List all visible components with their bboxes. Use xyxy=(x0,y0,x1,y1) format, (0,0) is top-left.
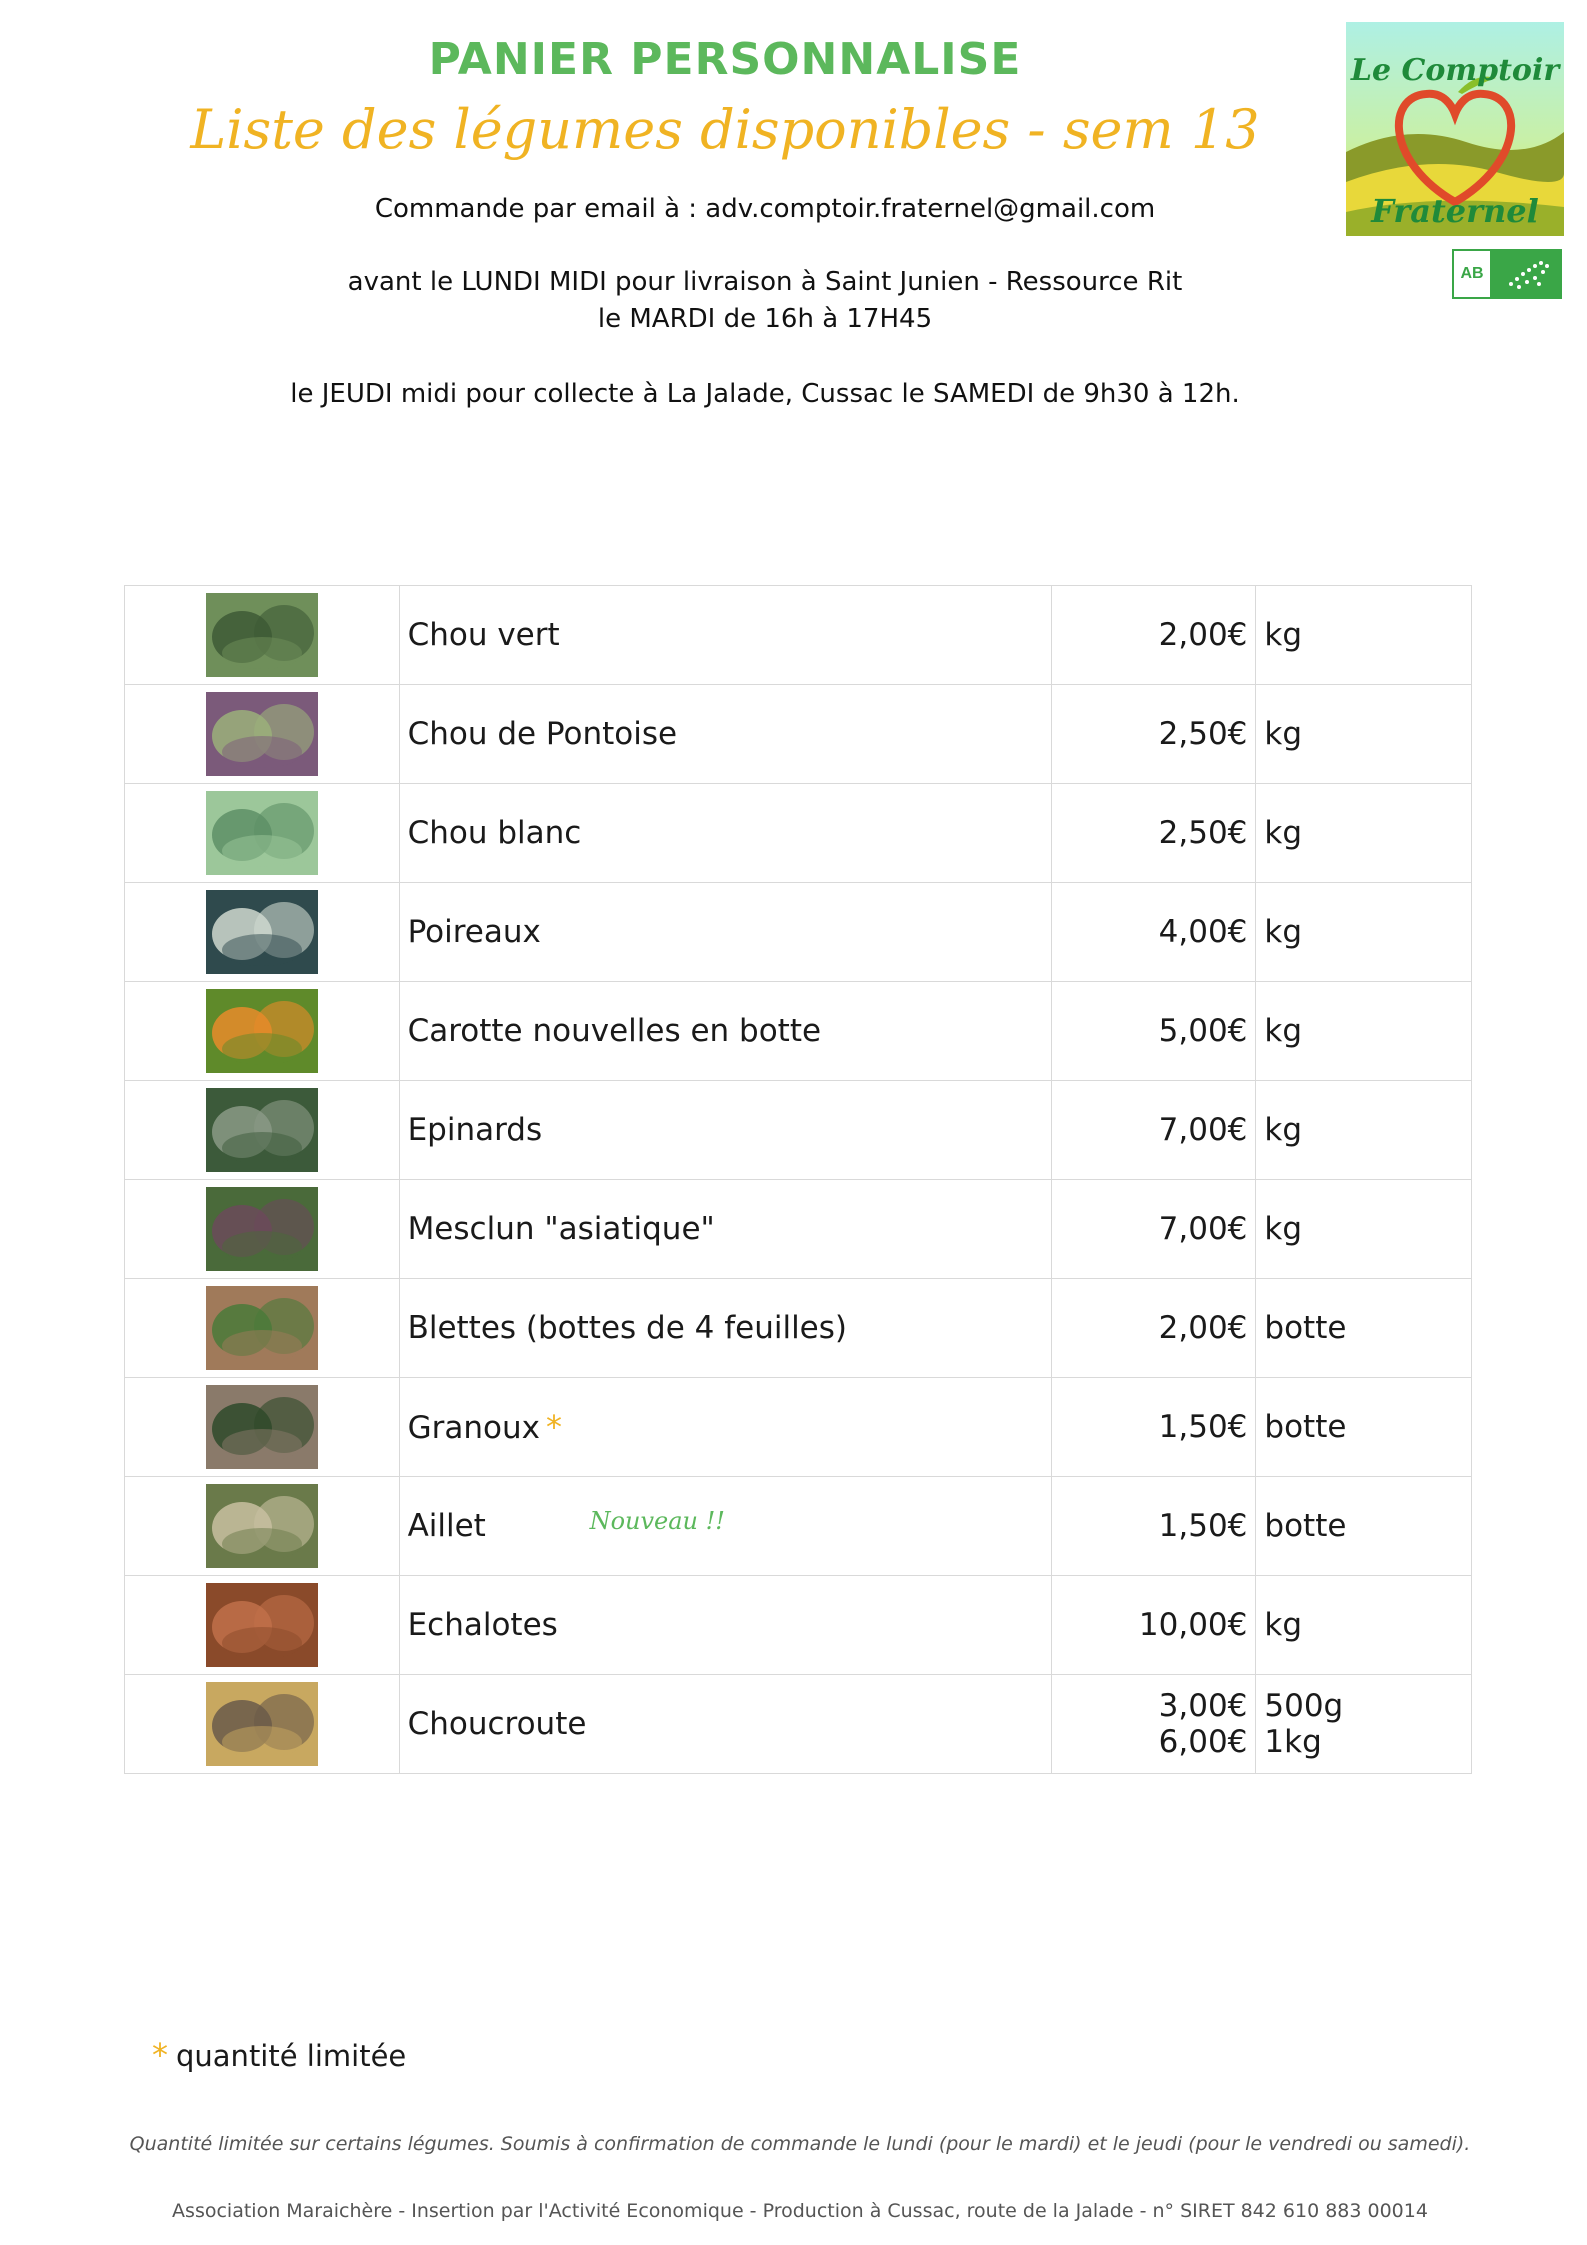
product-price-2: 6,00€ xyxy=(1158,1724,1248,1760)
product-name: Aillet xyxy=(407,1508,486,1544)
garlic-photo xyxy=(206,1484,318,1568)
product-name-cell xyxy=(399,1081,1051,1180)
product-photo-cell xyxy=(125,1477,400,1576)
table-row xyxy=(125,784,1472,883)
product-photo-cell xyxy=(125,685,400,784)
product-photo-cell xyxy=(125,1180,400,1279)
order-email-line: Commande par email à : adv.comptoir.fraternel@gmail.com xyxy=(374,194,1156,224)
product-unit-2: 1kg xyxy=(1264,1724,1322,1760)
product-price-cell xyxy=(1051,1576,1256,1675)
carrot-photo xyxy=(206,989,318,1073)
product-unit-cell xyxy=(1256,1378,1472,1477)
product-unit-cell xyxy=(1256,1081,1472,1180)
collect-line: le JEUDI midi pour collecte à La Jalade, Cussac le SAMEDI de 9h30 à 12h. xyxy=(290,379,1240,409)
product-unit: kg xyxy=(1264,1013,1303,1049)
table-row xyxy=(125,685,1472,784)
product-name-cell xyxy=(399,1477,1051,1576)
kale-photo xyxy=(206,1385,318,1469)
product-unit-cell xyxy=(1256,1675,1472,1774)
product-photo-cell xyxy=(125,982,400,1081)
product-unit: kg xyxy=(1264,815,1303,851)
product-price-cell xyxy=(1051,1180,1256,1279)
product-price-cell xyxy=(1051,982,1256,1081)
disclaimer: Quantité limitée sur certains légumes. Soumis à confirmation de commande le lundi (pour le mardi) et le jeudi (pour le vendredi ou samedi). xyxy=(129,2133,1471,2155)
product-price-cell xyxy=(1051,1477,1256,1576)
product-name-cell xyxy=(399,1378,1051,1477)
footer: Association Maraichère - Insertion par l'Activité Economique - Production à Cussac, route de la Jalade - n° SIRET 842 610 883 00014 xyxy=(172,2200,1428,2222)
product-price: 2,50€ xyxy=(1158,815,1248,851)
spinach-photo xyxy=(206,1088,318,1172)
shallot-photo xyxy=(206,1583,318,1667)
organic-labels xyxy=(1452,249,1562,299)
product-price: 2,00€ xyxy=(1158,617,1248,653)
svg-text:Le Comptoir: Le Comptoir xyxy=(1350,53,1560,88)
product-name-cell xyxy=(399,685,1051,784)
product-price: 1,50€ xyxy=(1158,1508,1248,1544)
delivery-line-2: le MARDI de 16h à 17H45 xyxy=(597,304,933,334)
table-row xyxy=(125,1477,1472,1576)
comptoir-fraternel-logo xyxy=(1346,22,1564,236)
new-badge: Nouveau !! xyxy=(589,1507,725,1535)
sauerkraut-photo xyxy=(206,1682,318,1766)
table-row xyxy=(125,586,1472,685)
product-price-cell xyxy=(1051,1081,1256,1180)
product-name-cell xyxy=(399,1675,1051,1774)
product-name-cell xyxy=(399,982,1051,1081)
product-photo-cell xyxy=(125,1675,400,1774)
product-name: Mesclun "asiatique" xyxy=(407,1211,715,1247)
product-price-cell xyxy=(1051,1675,1256,1774)
eu-organic-leaf-icon xyxy=(1492,249,1562,299)
product-photo-cell xyxy=(125,1378,400,1477)
product-name: Epinards xyxy=(407,1112,543,1148)
product-unit-cell xyxy=(1256,982,1472,1081)
cabbage-photo xyxy=(206,593,318,677)
product-price-cell xyxy=(1051,784,1256,883)
product-name-cell xyxy=(399,883,1051,982)
product-photo-cell xyxy=(125,1576,400,1675)
limited-star-icon: * xyxy=(545,1408,562,1446)
product-table xyxy=(124,585,1472,1774)
leek-photo xyxy=(206,890,318,974)
product-unit: 500g xyxy=(1264,1688,1344,1724)
product-name: Carotte nouvelles en botte xyxy=(407,1013,822,1049)
table-row xyxy=(125,883,1472,982)
product-name-cell xyxy=(399,1180,1051,1279)
product-unit-cell xyxy=(1256,1279,1472,1378)
product-unit-cell xyxy=(1256,883,1472,982)
product-photo-cell xyxy=(125,1279,400,1378)
limited-star-icon: * xyxy=(152,2036,168,2074)
table-row xyxy=(125,1081,1472,1180)
product-price: 7,00€ xyxy=(1158,1211,1248,1247)
page-subtitle: Liste des légumes disponibles - sem 13 xyxy=(190,98,1260,161)
product-name-cell xyxy=(399,784,1051,883)
product-price-cell xyxy=(1051,586,1256,685)
product-name-cell xyxy=(399,586,1051,685)
product-unit-cell xyxy=(1256,1576,1472,1675)
product-name: Chou blanc xyxy=(407,815,582,851)
svg-text:Fraternel: Fraternel xyxy=(1371,192,1539,230)
product-photo-cell xyxy=(125,883,400,982)
product-unit: kg xyxy=(1264,1211,1303,1247)
cabbage-photo xyxy=(206,692,318,776)
product-unit-cell xyxy=(1256,1180,1472,1279)
product-unit-cell xyxy=(1256,685,1472,784)
product-price: 1,50€ xyxy=(1158,1409,1248,1445)
product-name-cell xyxy=(399,1576,1051,1675)
product-name: Chou de Pontoise xyxy=(407,716,678,752)
product-price-cell xyxy=(1051,1378,1256,1477)
chard-photo xyxy=(206,1286,318,1370)
product-photo-cell xyxy=(125,586,400,685)
product-photo-cell xyxy=(125,784,400,883)
product-name: Choucroute xyxy=(407,1706,587,1742)
product-price: 2,50€ xyxy=(1158,716,1248,752)
mesclun-photo xyxy=(206,1187,318,1271)
ab-logo: AB xyxy=(1452,249,1492,299)
product-unit-cell xyxy=(1256,784,1472,883)
product-price: 7,00€ xyxy=(1158,1112,1248,1148)
product-name: Granoux xyxy=(407,1410,540,1446)
legend-text: quantité limitée xyxy=(176,2039,407,2073)
product-name: Echalotes xyxy=(407,1607,558,1643)
product-price: 4,00€ xyxy=(1158,914,1248,950)
product-unit-cell xyxy=(1256,586,1472,685)
product-price: 2,00€ xyxy=(1158,1310,1248,1346)
table-row xyxy=(125,1576,1472,1675)
table-row xyxy=(125,1180,1472,1279)
product-unit: botte xyxy=(1264,1508,1347,1544)
product-unit: kg xyxy=(1264,716,1303,752)
product-unit-cell xyxy=(1256,1477,1472,1576)
cabbage-photo xyxy=(206,791,318,875)
product-unit: botte xyxy=(1264,1409,1347,1445)
product-unit: kg xyxy=(1264,617,1303,653)
product-unit: kg xyxy=(1264,1607,1303,1643)
product-name: Blettes (bottes de 4 feuilles) xyxy=(407,1310,847,1346)
product-name: Poireaux xyxy=(407,914,541,950)
product-price-cell xyxy=(1051,685,1256,784)
product-name: Chou vert xyxy=(407,617,560,653)
product-price: 10,00€ xyxy=(1138,1607,1248,1643)
product-name-cell xyxy=(399,1279,1051,1378)
product-price-cell xyxy=(1051,1279,1256,1378)
delivery-line-1: avant le LUNDI MIDI pour livraison à Saint Junien - Ressource Rit xyxy=(347,267,1183,297)
table-row xyxy=(125,1378,1472,1477)
table-row xyxy=(125,982,1472,1081)
table-row xyxy=(125,1675,1472,1774)
product-unit: kg xyxy=(1264,914,1303,950)
legend xyxy=(152,2036,406,2074)
page-title: PANIER PERSONNALISE xyxy=(428,34,1022,85)
product-price: 5,00€ xyxy=(1158,1013,1248,1049)
product-price: 3,00€ xyxy=(1158,1688,1248,1724)
table-row xyxy=(125,1279,1472,1378)
product-unit: kg xyxy=(1264,1112,1303,1148)
product-price-cell xyxy=(1051,883,1256,982)
product-photo-cell xyxy=(125,1081,400,1180)
product-unit: botte xyxy=(1264,1310,1347,1346)
